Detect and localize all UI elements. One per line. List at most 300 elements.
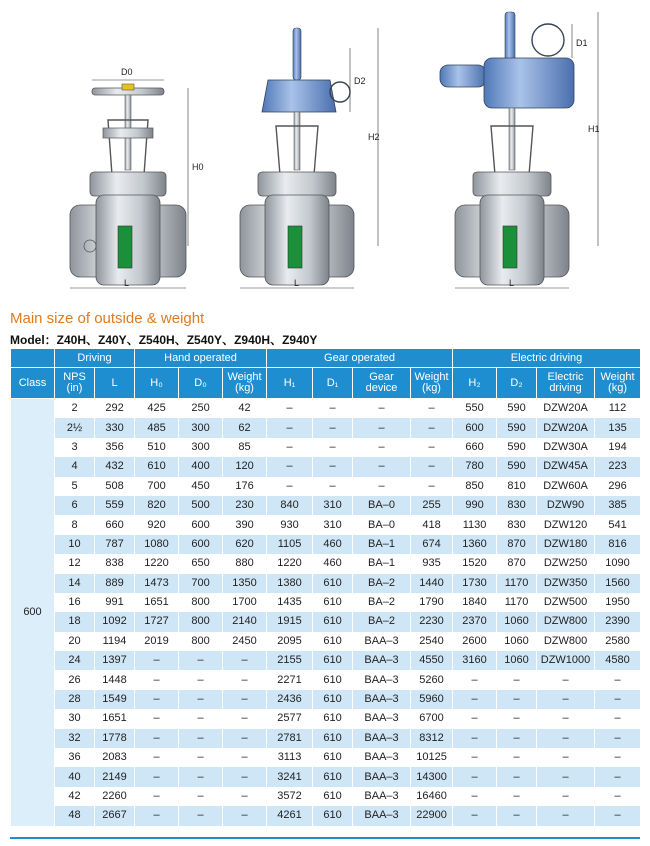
table-cell: DZW350 bbox=[537, 574, 595, 593]
table-cell: 3113 bbox=[267, 748, 313, 767]
table-cell: – bbox=[537, 709, 595, 728]
table-cell: 48 bbox=[55, 806, 95, 825]
table-cell: 460 bbox=[313, 535, 353, 554]
table-cell: 559 bbox=[95, 496, 135, 515]
table-cell: 610 bbox=[313, 690, 353, 709]
table-body bbox=[11, 399, 641, 826]
table-cell: 500 bbox=[179, 496, 223, 515]
table-cell: 32 bbox=[55, 729, 95, 748]
table-cell: DZW500 bbox=[537, 593, 595, 612]
table-cell: 250 bbox=[179, 399, 223, 419]
table-row bbox=[11, 438, 641, 457]
table-cell: 135 bbox=[595, 418, 641, 437]
table-cell: – bbox=[595, 670, 641, 689]
table-cell: – bbox=[497, 748, 537, 767]
table-cell: – bbox=[453, 670, 497, 689]
table-cell: 8312 bbox=[411, 729, 453, 748]
table-cell: – bbox=[497, 787, 537, 806]
table-cell: 300 bbox=[179, 418, 223, 437]
table-cell: 255 bbox=[411, 496, 453, 515]
valve-drawings-figure bbox=[0, 0, 650, 305]
table-cell: 223 bbox=[595, 457, 641, 476]
dim-label-d2: D2 bbox=[354, 76, 366, 86]
table-row bbox=[11, 399, 641, 419]
table-cell: 485 bbox=[135, 418, 179, 437]
table-cell: BA–2 bbox=[353, 574, 411, 593]
table-cell: 840 bbox=[267, 496, 313, 515]
table-cell: – bbox=[223, 767, 267, 786]
header-blank-class bbox=[11, 349, 55, 368]
dim-label-l-gear: L bbox=[294, 278, 300, 288]
table-cell: – bbox=[453, 767, 497, 786]
col-header-d2: D₂ bbox=[497, 368, 537, 399]
table-row bbox=[11, 457, 641, 476]
table-cell: 1560 bbox=[595, 574, 641, 593]
table-cell: 1790 bbox=[411, 593, 453, 612]
table-cell: 660 bbox=[95, 515, 135, 534]
table-cell: 508 bbox=[95, 477, 135, 496]
table-cell: 4580 bbox=[595, 651, 641, 670]
section-title: Main size of outside & weight bbox=[10, 310, 205, 327]
table-cell: 3 bbox=[55, 438, 95, 457]
table-cell: – bbox=[537, 767, 595, 786]
table-cell: 1440 bbox=[411, 574, 453, 593]
table-cell: – bbox=[313, 418, 353, 437]
table-cell: 2667 bbox=[95, 806, 135, 825]
table-cell: 1105 bbox=[267, 535, 313, 554]
table-cell: – bbox=[411, 399, 453, 419]
dim-label-d1: D1 bbox=[576, 38, 588, 48]
table-row bbox=[11, 670, 641, 689]
table-cell: – bbox=[267, 399, 313, 419]
table-cell: 1060 bbox=[497, 651, 537, 670]
table-cell: 2 bbox=[55, 399, 95, 419]
table-cell: 2149 bbox=[95, 767, 135, 786]
table-cell: – bbox=[179, 767, 223, 786]
table-cell: – bbox=[135, 806, 179, 825]
table-cell: 610 bbox=[313, 612, 353, 631]
table-cell: 590 bbox=[497, 457, 537, 476]
table-cell: 620 bbox=[223, 535, 267, 554]
table-cell: 1448 bbox=[95, 670, 135, 689]
table-cell: – bbox=[497, 690, 537, 709]
table-cell: BAA–3 bbox=[353, 787, 411, 806]
table-cell: 2600 bbox=[453, 632, 497, 651]
col-header-h1: H₁ bbox=[267, 368, 313, 399]
table-cell: DZW60A bbox=[537, 477, 595, 496]
table-cell: BAA–3 bbox=[353, 632, 411, 651]
table-cell: 991 bbox=[95, 593, 135, 612]
table-row bbox=[11, 612, 641, 631]
table-cell: 610 bbox=[313, 767, 353, 786]
table-cell: 2781 bbox=[267, 729, 313, 748]
table-cell: 22900 bbox=[411, 806, 453, 825]
table-cell: – bbox=[411, 418, 453, 437]
table-cell: 590 bbox=[497, 399, 537, 419]
table-cell: 1080 bbox=[135, 535, 179, 554]
table-cell: – bbox=[135, 690, 179, 709]
table-cell: 310 bbox=[313, 496, 353, 515]
table-cell: 40 bbox=[55, 767, 95, 786]
table-cell: 830 bbox=[497, 496, 537, 515]
table-cell: – bbox=[179, 729, 223, 748]
table-cell: 460 bbox=[313, 554, 353, 573]
table-cell: DZW45A bbox=[537, 457, 595, 476]
table-cell: 12 bbox=[55, 554, 95, 573]
table-cell: – bbox=[453, 787, 497, 806]
table-cell: – bbox=[453, 748, 497, 767]
table-cell: 120 bbox=[223, 457, 267, 476]
table-cell: 5 bbox=[55, 477, 95, 496]
table-cell: – bbox=[267, 477, 313, 496]
table-cell: 5960 bbox=[411, 690, 453, 709]
table-cell: DZW180 bbox=[537, 535, 595, 554]
table-cell: 2577 bbox=[267, 709, 313, 728]
table-cell: 1778 bbox=[95, 729, 135, 748]
table-cell: 1060 bbox=[497, 632, 537, 651]
table-cell: 816 bbox=[595, 535, 641, 554]
table-cell: DZW250 bbox=[537, 554, 595, 573]
table-cell: 10125 bbox=[411, 748, 453, 767]
table-cell: – bbox=[497, 670, 537, 689]
table-cell: BAA–3 bbox=[353, 690, 411, 709]
table-cell: – bbox=[453, 806, 497, 825]
table-cell: 2083 bbox=[95, 748, 135, 767]
table-cell: 935 bbox=[411, 554, 453, 573]
table-cell: – bbox=[595, 767, 641, 786]
table-cell: – bbox=[223, 787, 267, 806]
model-line: Model：Z40H、Z40Y、Z540H、Z540Y、Z940H、Z940Y bbox=[10, 333, 318, 347]
table-cell: – bbox=[453, 690, 497, 709]
table-cell: 418 bbox=[411, 515, 453, 534]
table-cell: 870 bbox=[497, 535, 537, 554]
table-row bbox=[11, 515, 641, 534]
table-cell: BAA–3 bbox=[353, 767, 411, 786]
table-cell: – bbox=[313, 477, 353, 496]
table-cell: DZW20A bbox=[537, 418, 595, 437]
group-header-gear-operated: Gear operated bbox=[267, 349, 453, 368]
group-header-electric-driving: Electric driving bbox=[453, 349, 641, 368]
table-cell: 62 bbox=[223, 418, 267, 437]
table-cell: 610 bbox=[313, 806, 353, 825]
table-cell: – bbox=[595, 729, 641, 748]
table-cell: 610 bbox=[313, 787, 353, 806]
table-cell: 4 bbox=[55, 457, 95, 476]
table-cell: 700 bbox=[135, 477, 179, 496]
table-cell: 85 bbox=[223, 438, 267, 457]
table-cell: 810 bbox=[497, 477, 537, 496]
table-cell: 1549 bbox=[95, 690, 135, 709]
table-cell: 356 bbox=[95, 438, 135, 457]
table-cell: 1220 bbox=[267, 554, 313, 573]
table-cell: BA–1 bbox=[353, 535, 411, 554]
table-cell: 4550 bbox=[411, 651, 453, 670]
table-row bbox=[11, 690, 641, 709]
table-cell: 889 bbox=[95, 574, 135, 593]
table-cell: – bbox=[537, 690, 595, 709]
table-cell: – bbox=[453, 729, 497, 748]
table-cell: BA–2 bbox=[353, 593, 411, 612]
col-header-class: Class bbox=[11, 368, 55, 399]
table-cell: – bbox=[179, 748, 223, 767]
table-cell: 610 bbox=[313, 709, 353, 728]
table-cell: – bbox=[595, 787, 641, 806]
table-cell: 610 bbox=[313, 651, 353, 670]
table-cell: 610 bbox=[313, 574, 353, 593]
table-row bbox=[11, 535, 641, 554]
table-cell: 870 bbox=[497, 554, 537, 573]
table-cell: DZW20A bbox=[537, 399, 595, 419]
table-row bbox=[11, 806, 641, 825]
table-cell: 16460 bbox=[411, 787, 453, 806]
table-cell: 2390 bbox=[595, 612, 641, 631]
table-cell: – bbox=[537, 670, 595, 689]
col-header-l: L bbox=[95, 368, 135, 399]
table-row bbox=[11, 574, 641, 593]
class-cell: 600 bbox=[11, 399, 55, 826]
col-header-h0: H₀ bbox=[135, 368, 179, 399]
table-cell: 600 bbox=[179, 515, 223, 534]
table-cell: DZW800 bbox=[537, 632, 595, 651]
hand-operated-valve-drawing bbox=[70, 67, 204, 288]
table-cell: BAA–3 bbox=[353, 729, 411, 748]
table-cell: 787 bbox=[95, 535, 135, 554]
table-cell: 1350 bbox=[223, 574, 267, 593]
table-cell: – bbox=[313, 438, 353, 457]
table-cell: – bbox=[353, 477, 411, 496]
table-cell: 18 bbox=[55, 612, 95, 631]
table-row bbox=[11, 729, 641, 748]
table-cell: 1380 bbox=[267, 574, 313, 593]
table-cell: – bbox=[313, 399, 353, 419]
table-cell: – bbox=[135, 787, 179, 806]
table-bottom-rule bbox=[10, 837, 640, 839]
dim-label-h2: H2 bbox=[368, 132, 380, 142]
col-header-d0: D₀ bbox=[179, 368, 223, 399]
table-cell: – bbox=[537, 729, 595, 748]
table-cell: 2230 bbox=[411, 612, 453, 631]
table-cell: 780 bbox=[453, 457, 497, 476]
table-cell: 800 bbox=[179, 593, 223, 612]
table-cell: 1520 bbox=[453, 554, 497, 573]
table-cell: 1651 bbox=[95, 709, 135, 728]
table-cell: – bbox=[179, 806, 223, 825]
table-cell: – bbox=[179, 709, 223, 728]
table-cell: 26 bbox=[55, 670, 95, 689]
table-cell: 3572 bbox=[267, 787, 313, 806]
table-cell: 838 bbox=[95, 554, 135, 573]
table-cell: 2140 bbox=[223, 612, 267, 631]
table-row bbox=[11, 496, 641, 515]
table-cell: – bbox=[267, 418, 313, 437]
table-cell: – bbox=[411, 438, 453, 457]
col-header-nps: NPS (in) bbox=[55, 368, 95, 399]
table-cell: 112 bbox=[595, 399, 641, 419]
table-cell: – bbox=[595, 806, 641, 825]
col-header-weight-hand: Weight (kg) bbox=[223, 368, 267, 399]
table-cell: 2155 bbox=[267, 651, 313, 670]
table-cell: 1473 bbox=[135, 574, 179, 593]
table-row bbox=[11, 554, 641, 573]
table-cell: – bbox=[497, 806, 537, 825]
table-cell: 14 bbox=[55, 574, 95, 593]
table-cell: – bbox=[223, 651, 267, 670]
col-header-weight-electric: Weight (kg) bbox=[595, 368, 641, 399]
table-cell: – bbox=[537, 806, 595, 825]
table-cell: 610 bbox=[313, 632, 353, 651]
electric-valve-drawing bbox=[440, 12, 600, 288]
table-cell: 800 bbox=[179, 612, 223, 631]
table-row bbox=[11, 593, 641, 612]
table-cell: 1840 bbox=[453, 593, 497, 612]
table-cell: 550 bbox=[453, 399, 497, 419]
table-cell: – bbox=[353, 438, 411, 457]
table-cell: 1092 bbox=[95, 612, 135, 631]
table-cell: 1700 bbox=[223, 593, 267, 612]
table-cell: DZW800 bbox=[537, 612, 595, 631]
col-header-gear-device: Gear device bbox=[353, 368, 411, 399]
table-cell: 610 bbox=[135, 457, 179, 476]
table-cell: 1950 bbox=[595, 593, 641, 612]
table-cell: 2450 bbox=[223, 632, 267, 651]
table-cell: 2½ bbox=[55, 418, 95, 437]
table-cell: BA–2 bbox=[353, 612, 411, 631]
table-cell: – bbox=[595, 748, 641, 767]
table-cell: – bbox=[223, 670, 267, 689]
table-cell: 194 bbox=[595, 438, 641, 457]
table-cell: 2260 bbox=[95, 787, 135, 806]
gear-operated-valve-drawing bbox=[240, 28, 380, 288]
table-cell: 610 bbox=[313, 670, 353, 689]
table-cell: 590 bbox=[497, 438, 537, 457]
table-cell: 2436 bbox=[267, 690, 313, 709]
table-cell: 1360 bbox=[453, 535, 497, 554]
table-cell: – bbox=[135, 709, 179, 728]
table-cell: – bbox=[223, 690, 267, 709]
group-header-hand-operated: Hand operated bbox=[135, 349, 267, 368]
table-cell: BAA–3 bbox=[353, 670, 411, 689]
table-cell: 1090 bbox=[595, 554, 641, 573]
table-cell: 14300 bbox=[411, 767, 453, 786]
table-cell: BA–0 bbox=[353, 496, 411, 515]
table-cell: – bbox=[135, 748, 179, 767]
table-cell: 1435 bbox=[267, 593, 313, 612]
table-cell: 920 bbox=[135, 515, 179, 534]
table-row bbox=[11, 748, 641, 767]
table-cell: 2271 bbox=[267, 670, 313, 689]
table-cell: BA–1 bbox=[353, 554, 411, 573]
table-cell: 42 bbox=[55, 787, 95, 806]
col-header-weight-gear: Weight (kg) bbox=[411, 368, 453, 399]
table-cell: – bbox=[223, 806, 267, 825]
table-cell: – bbox=[537, 748, 595, 767]
table-cell: – bbox=[135, 651, 179, 670]
table-cell: BAA–3 bbox=[353, 709, 411, 728]
table-cell: 660 bbox=[453, 438, 497, 457]
table-cell: 1651 bbox=[135, 593, 179, 612]
table-cell: 510 bbox=[135, 438, 179, 457]
table-cell: – bbox=[595, 690, 641, 709]
table-cell: BA–0 bbox=[353, 515, 411, 534]
table-cell: – bbox=[179, 651, 223, 670]
table-cell: 1170 bbox=[497, 574, 537, 593]
table-cell: 4261 bbox=[267, 806, 313, 825]
table-cell: – bbox=[537, 787, 595, 806]
table-cell: 1060 bbox=[497, 612, 537, 631]
table-cell: 330 bbox=[95, 418, 135, 437]
table-cell: 850 bbox=[453, 477, 497, 496]
table-cell: – bbox=[313, 457, 353, 476]
table-cell: 6 bbox=[55, 496, 95, 515]
table-row bbox=[11, 709, 641, 728]
col-header-d1: D₁ bbox=[313, 368, 353, 399]
table-cell: 610 bbox=[313, 748, 353, 767]
dim-label-d0: D0 bbox=[121, 67, 133, 77]
table-cell: 541 bbox=[595, 515, 641, 534]
table-cell: 30 bbox=[55, 709, 95, 728]
table-cell: 1194 bbox=[95, 632, 135, 651]
table-cell: – bbox=[353, 399, 411, 419]
table-cell: 880 bbox=[223, 554, 267, 573]
table-cell: 20 bbox=[55, 632, 95, 651]
table-cell: 800 bbox=[179, 632, 223, 651]
table-cell: BAA–3 bbox=[353, 748, 411, 767]
table-cell: 700 bbox=[179, 574, 223, 593]
table-cell: – bbox=[411, 477, 453, 496]
table-cell: – bbox=[497, 709, 537, 728]
table-cell: 8 bbox=[55, 515, 95, 534]
table-cell: 650 bbox=[179, 554, 223, 573]
table-cell: – bbox=[267, 457, 313, 476]
dim-label-l-electric: L bbox=[509, 278, 515, 288]
table-cell: 2370 bbox=[453, 612, 497, 631]
table-cell: 28 bbox=[55, 690, 95, 709]
table-cell: 2580 bbox=[595, 632, 641, 651]
table-cell: – bbox=[411, 457, 453, 476]
table-cell: 6700 bbox=[411, 709, 453, 728]
table-cell: 296 bbox=[595, 477, 641, 496]
table-cell: 176 bbox=[223, 477, 267, 496]
table-cell: – bbox=[135, 670, 179, 689]
table-row bbox=[11, 651, 641, 670]
table-cell: 600 bbox=[179, 535, 223, 554]
table-cell: – bbox=[135, 729, 179, 748]
table-cell: 1730 bbox=[453, 574, 497, 593]
table-cell: 820 bbox=[135, 496, 179, 515]
table-cell: 2095 bbox=[267, 632, 313, 651]
table-cell: 1170 bbox=[497, 593, 537, 612]
table-cell: – bbox=[179, 690, 223, 709]
table-cell: DZW90 bbox=[537, 496, 595, 515]
table-cell: BAA–3 bbox=[353, 806, 411, 825]
col-header-h2: H₂ bbox=[453, 368, 497, 399]
table-cell: 16 bbox=[55, 593, 95, 612]
table-cell: 42 bbox=[223, 399, 267, 419]
col-header-electric-driving: Electric driving bbox=[537, 368, 595, 399]
table-cell: DZW120 bbox=[537, 515, 595, 534]
dimension-weight-table bbox=[10, 348, 641, 826]
table-cell: – bbox=[497, 729, 537, 748]
table-cell: – bbox=[267, 438, 313, 457]
table-cell: – bbox=[497, 767, 537, 786]
table-cell: 36 bbox=[55, 748, 95, 767]
table-cell: 1130 bbox=[453, 515, 497, 534]
table-cell: 292 bbox=[95, 399, 135, 419]
table-cell: 1397 bbox=[95, 651, 135, 670]
table-cell: 10 bbox=[55, 535, 95, 554]
table-row bbox=[11, 767, 641, 786]
table-cell: – bbox=[353, 418, 411, 437]
